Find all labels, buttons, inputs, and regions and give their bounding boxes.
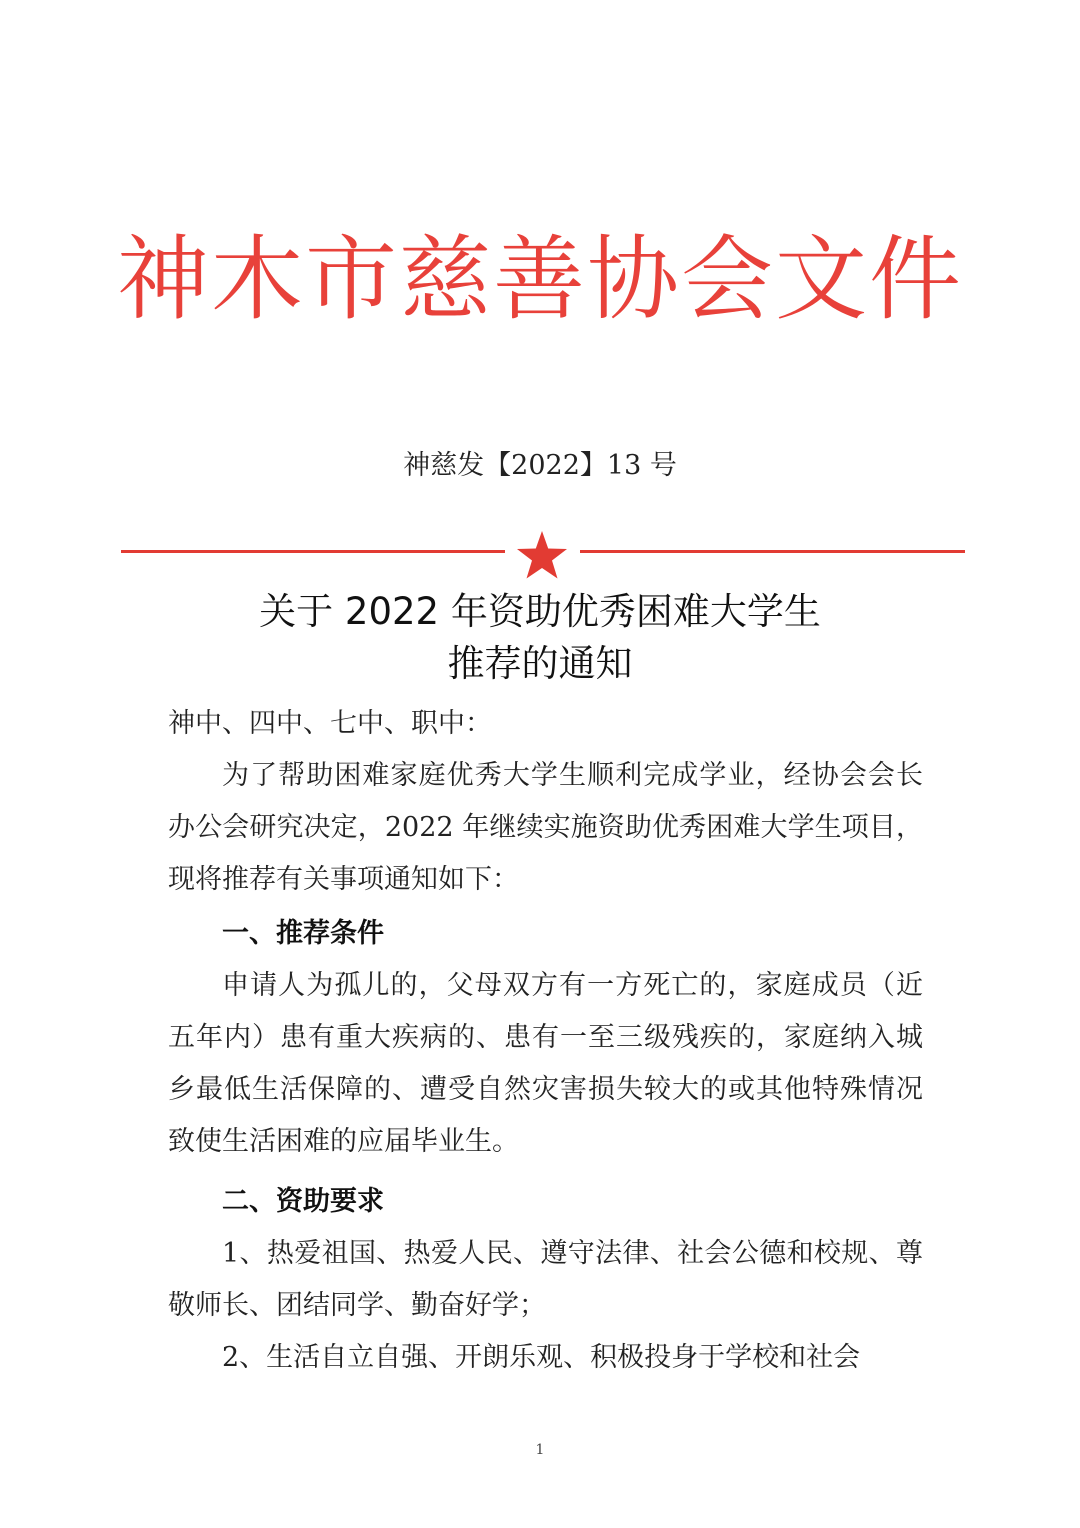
document-number: 神慈发【2022】13 号	[403, 450, 677, 481]
section-heading-requirements: 二、资助要求	[222, 1186, 384, 1217]
masthead-title: 神木市慈善协会文件	[116, 226, 963, 333]
star-icon	[516, 530, 568, 580]
notice-body	[168, 698, 923, 1384]
section-heading-conditions: 一、推荐条件	[222, 918, 384, 949]
addressee: 神中、四中、七中、职中：	[168, 708, 492, 739]
intro-paragraph: 为了帮助困难家庭优秀大学生顺利完成学业，经协会会长办公会研究决定，2022 年继续实施资助优秀困难大学生项目，现将推荐有关事项通知如下：	[168, 760, 923, 895]
requirement-item-2: 2、生活自立自强、开朗乐观、积极投身于学校和社会	[222, 1342, 861, 1373]
conditions-paragraph: 申请人为孤儿的，父母双方有一方死亡的，家庭成员（近五年内）患有重大疾病的、患有一至三级残疾的，家庭纳入城乡最低生活保障的、遭受自然灾害损失较大的或其他特殊情况致使生活困难的应届毕业生。	[168, 970, 923, 1157]
notice-title-line-2: 推荐的通知	[447, 642, 633, 685]
notice-title-line-1: 关于 2022 年资助优秀困难大学生	[259, 590, 821, 633]
notice-title	[0, 586, 1080, 690]
divider-line-right	[580, 550, 965, 553]
page-number: 1	[535, 1442, 545, 1458]
requirement-item-1: 1、热爱祖国、热爱人民、遵守法律、社会公德和校规、尊敬师长、团结同学、勤奋好学；	[168, 1238, 923, 1321]
divider-line-left	[121, 550, 505, 553]
